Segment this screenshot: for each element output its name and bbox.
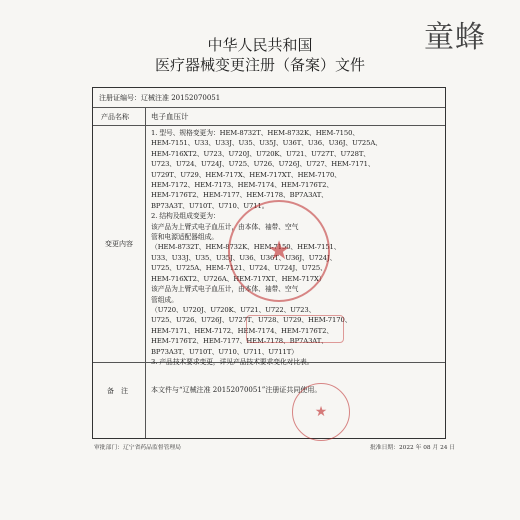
changes-line: U33、U33J、U35、U35J、U36、U36T、U36J、U724J、 bbox=[151, 253, 337, 262]
product-name-row bbox=[93, 107, 445, 126]
remarks-value: 本文件与“辽械注准 20152070051”注册证共同使用。 bbox=[151, 386, 322, 394]
changes-line: （HEM-8732T、HEM-8732K、HEM-7150、HEM-7151、 bbox=[151, 243, 341, 252]
product-name-value: 电子血压计 bbox=[151, 112, 189, 121]
changes-label: 变更内容 bbox=[105, 240, 133, 248]
changes-line: HEM-716XT2、U726A、HEM-717XT、HEM-717X） bbox=[151, 274, 326, 283]
changes-line: HEM-7176T2、HEM-7177、HEM-7178、BP7A3AT、 bbox=[151, 337, 328, 346]
watermark-text: 童蜂 bbox=[424, 20, 486, 55]
changes-line: BP73A3T、U710T、U710、U711、U711T） bbox=[151, 347, 298, 356]
approval-date-stamp bbox=[246, 315, 344, 343]
changes-line: 管和电源适配器组成。 bbox=[151, 233, 218, 242]
approval-date: 批准日期：2022 年 08 月 24 日 bbox=[370, 445, 456, 451]
star-icon: ★ bbox=[314, 404, 328, 420]
changes-line: HEM-7176T2、HEM-7177、HEM-7178、BP7A3AT、 bbox=[151, 191, 328, 200]
document-title-line2: 医疗器械变更注册（备案）文件 bbox=[154, 56, 365, 74]
changes-line: 2. 结构及组成变更为： bbox=[151, 212, 220, 221]
changes-line: 3. 产品技术要求变更，详见产品技术要求变化对比表。 bbox=[151, 357, 314, 366]
changes-line: U725、U725A、HEM-7121、U724、U724J、U725、 bbox=[151, 264, 327, 273]
changes-line: HEM-7172、HEM-7173、HEM-7174、HEM-7176T2、 bbox=[151, 181, 334, 190]
changes-line: 管组成。 bbox=[151, 295, 178, 304]
remarks-label: 备 注 bbox=[107, 387, 128, 395]
star-icon: ★ bbox=[267, 236, 291, 266]
changes-line: HEM-7171、HEM-7172、HEM-7174、HEM-7176T2、 bbox=[151, 326, 334, 335]
changes-line: HEM-716XT2、U723、U720J、U720K、U721、U727T、U728T、 bbox=[151, 149, 370, 158]
changes-line: 该产品为上臂式电子血压计，由本体、袖带、空气 bbox=[151, 285, 299, 294]
changes-line: U723、U724、U724J、U725、U726、U726J、U727、HEM-7171、 bbox=[151, 160, 375, 169]
issuing-authority: 审批部门：辽宁省药品监督管理局 bbox=[94, 445, 181, 451]
official-seal-stamp bbox=[228, 200, 330, 302]
registration-number: 注册证编号：辽械注准 20152070051 bbox=[99, 94, 221, 102]
changes-line: BP73A3T、U710T、U710、U711。 bbox=[151, 201, 269, 210]
changes-line: 1. 型号、规格变更为：HEM-8732T、HEM-8732K、HEM-7150、 bbox=[151, 129, 360, 137]
changes-line: （U720、U720J、U720K、U721、U722、U723、 bbox=[151, 305, 316, 314]
registration-number-row bbox=[93, 88, 445, 108]
changes-line: U725、U726、U726J、U727T、U728、U729、HEM-7170、 bbox=[151, 316, 352, 325]
remarks-row bbox=[93, 362, 445, 416]
approval-seal-stamp bbox=[292, 383, 350, 441]
document-title-line1: 中华人民共和国 bbox=[207, 36, 313, 54]
changes-line: HEM-7151、U33、U33J、U35、U35J、U36T、U36、U36J、U725A、 bbox=[151, 139, 382, 148]
changes-line: 该产品为上臂式电子血压计，由本体、袖带、空气 bbox=[151, 222, 299, 231]
changes-line: U729T、U729、HEM-717X、HEM-717XT、HEM-7170、 bbox=[151, 170, 341, 179]
product-name-label: 产品名称 bbox=[101, 113, 129, 121]
